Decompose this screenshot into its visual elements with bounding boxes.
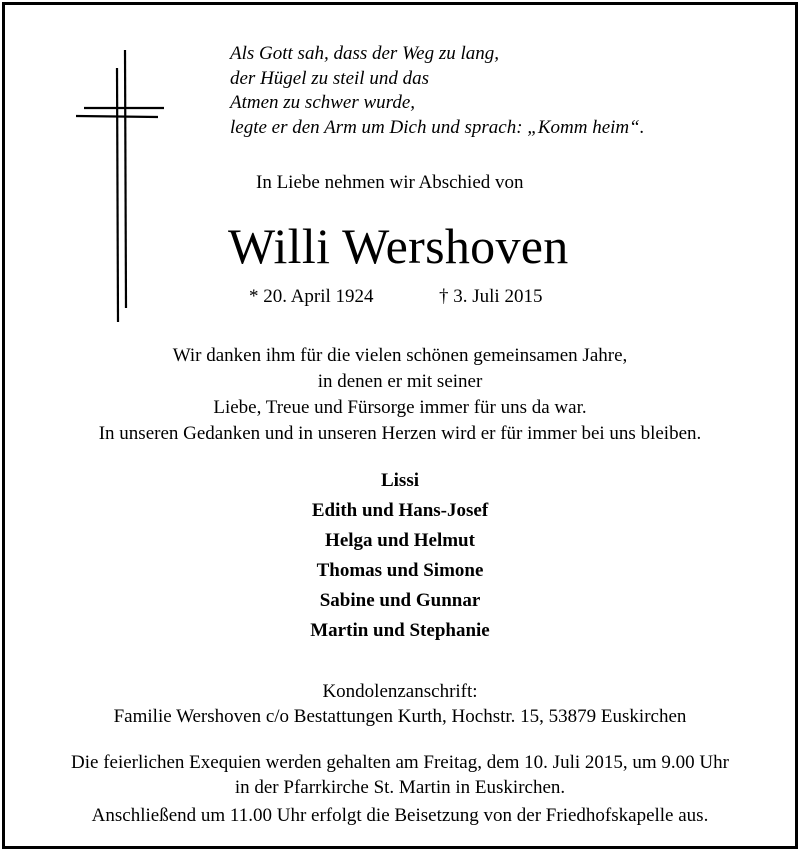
condolence-heading: Kondolenzanschrift: (322, 681, 478, 702)
thanks-line: Wir danken ihm für die vielen schönen gemeinsamen Jahre, (172, 345, 628, 366)
family-member: Helga und Helmut (325, 530, 475, 551)
farewell-intro: In Liebe nehmen wir Abschied von (256, 172, 524, 193)
family-member: Sabine und Gunnar (319, 590, 481, 611)
burial-info: Anschließend um 11.00 Uhr erfolgt die Beisetzung von der Friedhofskapelle aus. (91, 805, 709, 826)
deceased-name: Willi Wershoven (228, 218, 569, 274)
poem-line: der Hügel zu steil und das (230, 67, 429, 89)
family-member: Thomas und Simone (316, 560, 484, 581)
service-line: Die feierlichen Exequien werden gehalten am Freitag, dem 10. Juli 2015, um 9.00 Uhr (71, 752, 729, 773)
thanks-line: In unseren Gedanken und in unseren Herzen wird er für immer bei uns bleiben. (98, 423, 702, 444)
death-date: † 3. Juli 2015 (439, 286, 543, 307)
thanks-text (0, 343, 800, 447)
poem-line: Als Gott sah, dass der Weg zu lang, (230, 43, 500, 64)
thanks-line: in denen er mit seiner (317, 371, 483, 392)
poem-line: Atmen zu schwer wurde, (230, 92, 416, 113)
condolence-address-line: Familie Wershoven c/o Bestattungen Kurth, Hochstr. 15, 53879 Euskirchen (113, 706, 687, 727)
birth-date: * 20. April 1924 (249, 286, 374, 307)
cross-icon (74, 50, 168, 326)
family-list (0, 466, 800, 646)
poem-line: legte er den Arm um Dich und sprach: „Komm heim“. (230, 116, 645, 138)
service-info (0, 750, 800, 800)
family-member: Martin und Stephanie (310, 620, 490, 641)
condolence-address (0, 679, 800, 729)
service-line: in der Pfarrkirche St. Martin in Euskirchen. (234, 777, 566, 798)
poem (230, 42, 644, 140)
thanks-line: Liebe, Treue und Fürsorge immer für uns da war. (213, 397, 587, 418)
family-member: Lissi (380, 470, 420, 491)
family-member: Edith und Hans-Josef (311, 500, 489, 521)
